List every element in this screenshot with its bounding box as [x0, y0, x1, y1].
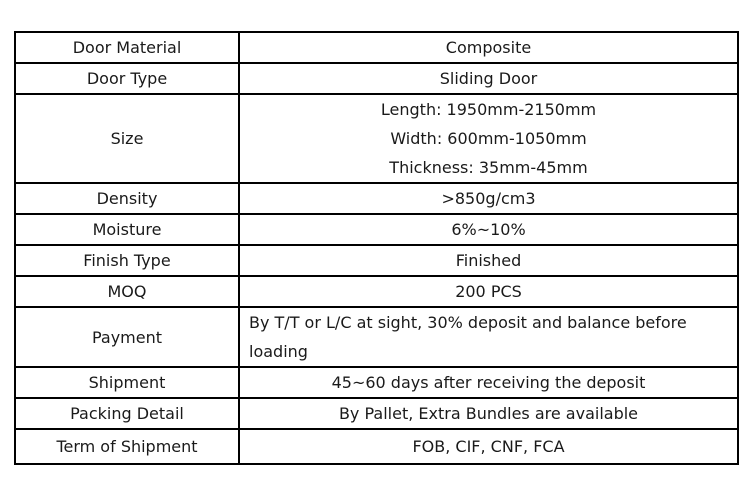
spec-label-door-type: Door Type — [15, 63, 239, 94]
size-width-line: Width: 600mm-1050mm — [390, 129, 587, 148]
table-row-shipment — [15, 367, 738, 398]
spec-value-finish-type: Finished — [239, 245, 738, 276]
size-thickness-line: Thickness: 35mm-45mm — [389, 158, 588, 177]
product-spec-table — [14, 31, 739, 465]
spec-value-payment: By T/T or L/C at sight, 30% deposit and balance before loading — [239, 307, 738, 367]
spec-label-shipment: Shipment — [15, 367, 239, 398]
table-row-moq — [15, 276, 738, 307]
spec-label-finish-type: Finish Type — [15, 245, 239, 276]
spec-label-moq: MOQ — [15, 276, 239, 307]
spec-label-door-material: Door Material — [15, 32, 239, 63]
spec-label-term-of-shipment: Term of Shipment — [15, 429, 239, 464]
table-row-packing-detail — [15, 398, 738, 429]
spec-value-density: >850g/cm3 — [239, 183, 738, 214]
size-length-line: Length: 1950mm-2150mm — [380, 100, 597, 119]
spec-value-shipment: 45~60 days after receiving the deposit — [239, 367, 738, 398]
table-row-term-of-shipment — [15, 429, 738, 464]
table-row-size — [15, 94, 738, 183]
spec-label-density: Density — [15, 183, 239, 214]
spec-label-payment: Payment — [15, 307, 239, 367]
spec-value-moq: 200 PCS — [239, 276, 738, 307]
spec-value-door-type: Sliding Door — [239, 63, 738, 94]
spec-value-packing-detail: By Pallet, Extra Bundles are available — [239, 398, 738, 429]
spec-value-term-of-shipment: FOB, CIF, CNF, FCA — [239, 429, 738, 464]
table-row-door-type — [15, 63, 738, 94]
table-row-density — [15, 183, 738, 214]
table-row-payment — [15, 307, 738, 367]
spec-label-packing-detail: Packing Detail — [15, 398, 239, 429]
table-row-finish-type — [15, 245, 738, 276]
spec-value-size — [239, 94, 738, 183]
spec-label-size: Size — [15, 94, 239, 183]
table-row-moisture — [15, 214, 738, 245]
spec-value-moisture: 6%~10% — [239, 214, 738, 245]
spec-value-door-material: Composite — [239, 32, 738, 63]
spec-label-moisture: Moisture — [15, 214, 239, 245]
table-row-door-material — [15, 32, 738, 63]
